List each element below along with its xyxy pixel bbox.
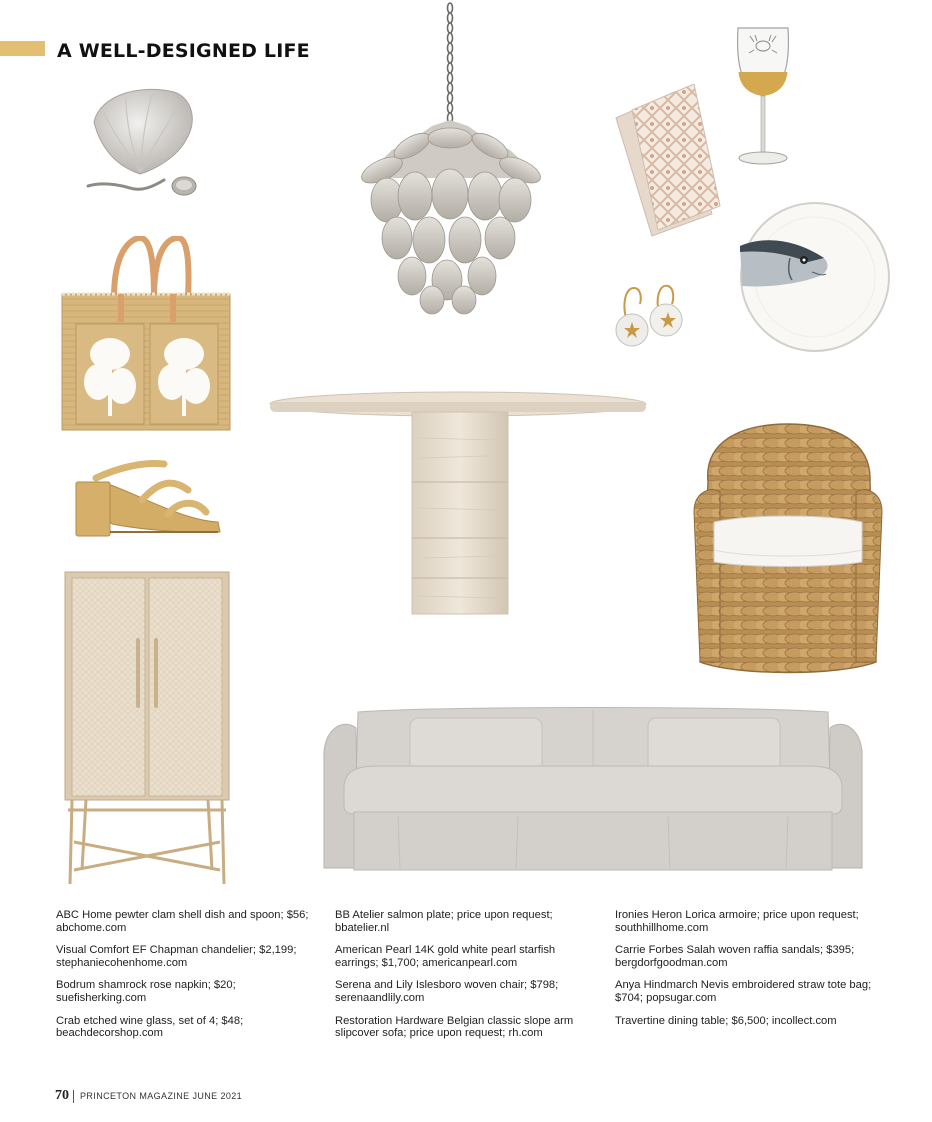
caption-table: Travertine dining table; $6,500; incollect.com	[615, 1014, 837, 1027]
caption-armoire: Ironies Heron Lorica armoire; price upon request; southhillhome.com	[615, 909, 859, 934]
caption-salmon-plate: BB Atelier salmon plate; price upon request; bbatelier.nl	[335, 909, 553, 934]
page-footer	[55, 1088, 242, 1104]
caption-clam-dish: ABC Home pewter clam shell dish and spoon; $56; abchome.com	[56, 909, 309, 934]
napkin-icon	[612, 84, 724, 240]
pearl-earrings-icon	[612, 282, 688, 348]
caption-sofa: Restoration Hardware Belgian classic slope arm slipcover sofa; price upon request; rh.com	[335, 1014, 574, 1040]
wine-glass-icon	[730, 22, 796, 170]
chandelier-icon	[352, 0, 552, 320]
caption-column-2	[335, 909, 593, 1050]
clam-shell-dish-icon	[82, 84, 206, 204]
caption-wine-glass: Crab etched wine glass, set of 4; $48; beachdecorshop.com	[56, 1014, 244, 1040]
salmon-plate-icon	[738, 200, 892, 354]
armoire-icon	[62, 570, 232, 888]
caption-tote: Anya Hindmarch Nevis embroidered straw tote bag; $704; popsugar.com	[615, 979, 872, 1004]
publication-line: PRINCETON MAGAZINE JUNE 2021	[80, 1091, 243, 1101]
page-number: 70	[55, 1088, 69, 1103]
sofa-icon	[318, 704, 868, 876]
travertine-table-icon	[268, 388, 650, 618]
page-title: A WELL-DESIGNED LIFE	[57, 40, 310, 62]
caption-column-1	[56, 909, 318, 1050]
footer-divider	[73, 1090, 74, 1103]
caption-earrings: American Pearl 14K gold white pearl starfish earrings; $1,700; americanpearl.com	[335, 944, 556, 969]
raffia-sandal-icon	[72, 456, 224, 540]
caption-chair: Serena and Lily Islesboro woven chair; $798; serenaandlily.com	[335, 979, 559, 1004]
title-accent-bar	[0, 41, 45, 56]
woven-chair-icon	[690, 422, 886, 682]
caption-chandelier: Visual Comfort EF Chapman chandelier; $2,199; stephaniecohenhome.com	[56, 944, 297, 969]
caption-sandals: Carrie Forbes Salah woven raffia sandals; $395; bergdorfgoodman.com	[615, 944, 855, 969]
caption-column-3	[615, 909, 880, 1037]
caption-napkin: Bodrum shamrock rose napkin; $20; suefisherking.com	[56, 979, 236, 1004]
straw-tote-icon	[58, 236, 234, 434]
